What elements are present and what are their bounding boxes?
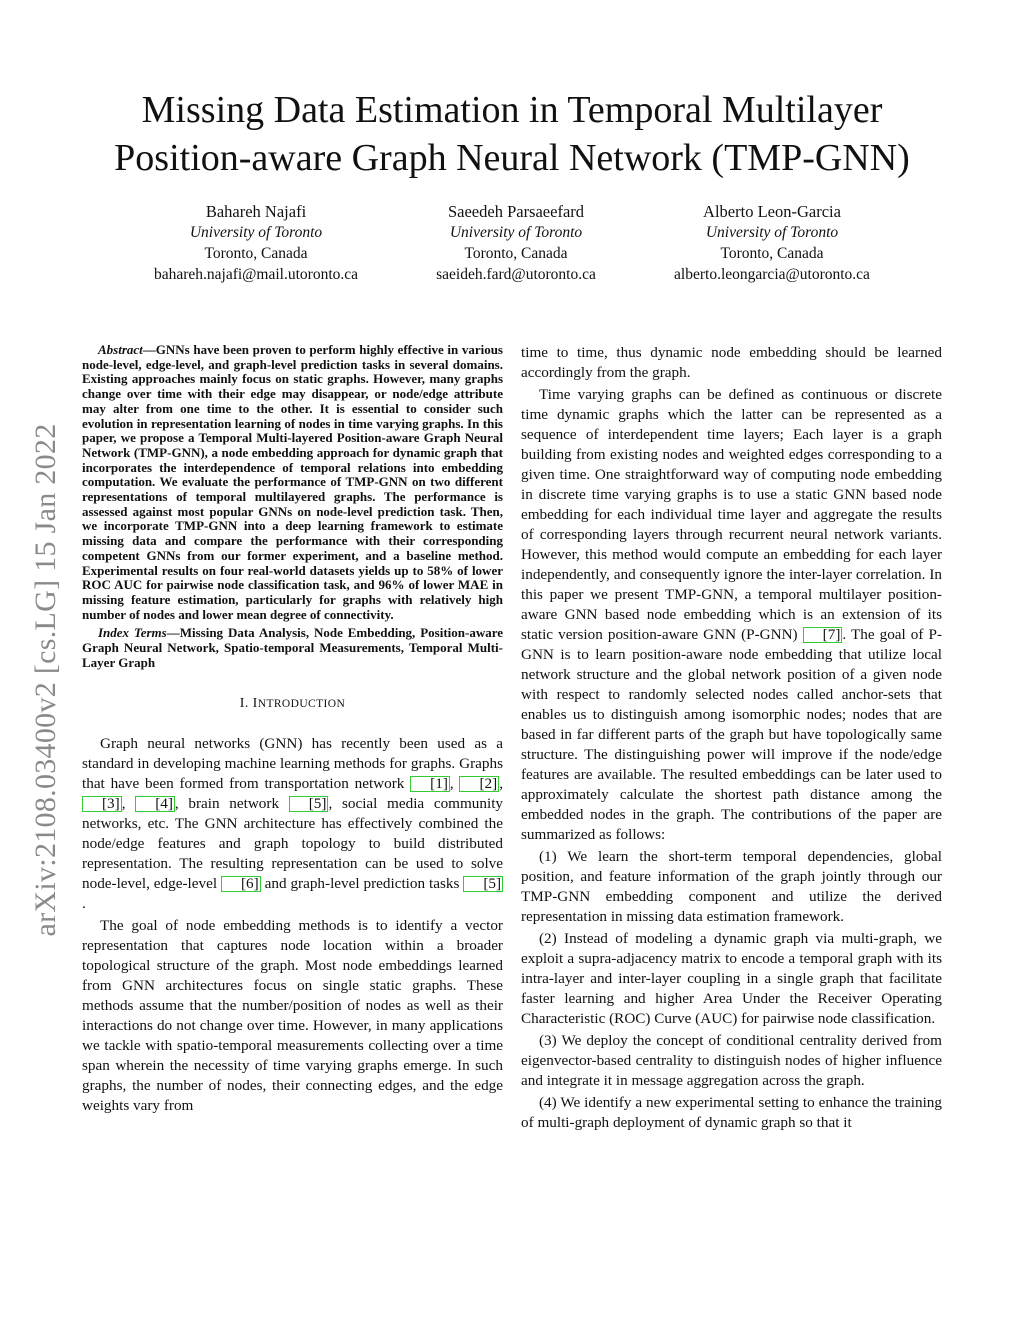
contribution-2: (2) Instead of modeling a dynamic graph via multi-graph, we exploit a supra-adjacency matrix to encode a temporal graph with its intra-layer and inter-layer coupling in a single graph that facilitate faster learning and higher Area Under the Receiver Operating Characteristic (ROC) Curve (AUC) for pairwise node classification. <box>521 930 942 1027</box>
paper-title <box>40 86 984 182</box>
contribution-3: (3) We deploy the concept of conditional centrality derived from eigenvector-based centrality to distinguish nodes of higher influence and integrate it in message aggregation across the graph. <box>521 1032 942 1089</box>
abstract-label: Abstract <box>98 342 143 357</box>
author-affiliation: University of Toronto <box>705 224 839 241</box>
abstract <box>82 343 503 622</box>
citation-link[interactable]: [3] <box>82 796 122 812</box>
author-name: Bahareh Najafi <box>205 202 307 221</box>
citation-link[interactable]: [5] <box>289 796 329 812</box>
intro-paragraph-2: The goal of node embedding methods is to identify a vector representation that captures node location within a broader topological structure of the graph. Most node embeddings learned from GNN architectures focus on single static graphs. These methods assume that the number/position of nodes as well as their interactions do not change over time. However, in many applications we tackle with spatio-temporal measurements collecting over a time span wherein the necessity of time varying graphs emerge. In such graphs, the number of nodes, their connecting edges, and the edge weights vary from <box>82 917 503 1115</box>
citation-link[interactable]: [4] <box>135 796 175 812</box>
index-terms <box>82 626 503 670</box>
text-run: . <box>82 895 86 913</box>
section-title-rest: NTRODUCTION <box>257 698 346 711</box>
author-location: Toronto, Canada <box>720 245 824 262</box>
text-run: and graph-level prediction tasks <box>264 875 460 893</box>
author-email: alberto.leongarcia@utoronto.ca <box>674 266 870 283</box>
author-block <box>0 201 1024 291</box>
index-terms-text: —Missing Data Analysis, Node Embedding, Position-aware Graph Neural Network, Spatio-temporal Measurements, Temporal Multi-Layer Graph <box>82 625 504 670</box>
author-affiliation: University of Toronto <box>449 224 583 241</box>
right-column <box>521 343 942 1135</box>
contribution-4: (4) We identify a new experimental setting to enhance the training of multi-graph deployment of dynamic graph so that it <box>521 1094 942 1131</box>
author-email: bahareh.najafi@mail.utoronto.ca <box>153 266 359 283</box>
right-paragraph-1: time to time, thus dynamic node embedding should be learned accordingly from the graph. <box>521 344 942 381</box>
abstract-text: —GNNs have been proven to perform highly effective in various node-level, edge-level, and graph-level prediction tasks in several domains. Existing approaches mainly focus on static graphs. However, many graphs change over time with their edge may disappear, or node/edge attribute may alter from one time to the other. It is essential to consider such evolution in representation learning of nodes in time varying graphs. In this paper, we propose a Temporal Multi-layered Position-aware Graph Neural Network (TMP-GNN), a node embedding approach for dynamic graph that incorporates the interdependence of temporal relations into embedding computation. We evaluate the performance of TMP-GNN on two different representations of temporal multilayered graphs. The performance is assessed against most popular GNNs on node-level prediction task. Then, we incorporate TMP-GNN into a deep learning framework to estimate missing data and compare the performance with their corresponding competent GNNs from our former experiment, and a baseline method. Experimental results on four real-world datasets yields up to 58% of lower ROC AUC for pairwise node classification task, and 96% of lower MAE in missing feature estimation, particularly for graphs with relatively high number of nodes and lower mean degree of connectivity. <box>82 342 503 622</box>
author-name: Alberto Leon-Garcia <box>703 202 841 221</box>
author-email: saeideh.fard@utoronto.ca <box>436 266 596 283</box>
contribution-1: (1) We learn the short-term temporal dependencies, global position, and feature information of the graph jointly through our TMP-GNN embedding component and utilize the derived representation in missing data estimation framework. <box>521 848 942 925</box>
author-3 <box>642 201 902 285</box>
citation-link[interactable]: [7] <box>803 627 843 643</box>
author-1 <box>126 201 386 285</box>
text-run: , social media community networks, etc. The GNN architecture has effectively combined the node/edge features and graph topology to build distributed representation. The resulting representation can be used to solve node-level, edge-level <box>82 795 504 893</box>
text-run: Time varying graphs can be defined as continuous or discrete time dynamic graphs which the latter can be represented as a sequence of interdependent time layers; Each layer is a graph building from existing nodes and weighted edges corresponding to a given time. One straightforward way of computing node embedding in discrete time varying graphs is to use a static GNN based node embedding for each individual time layer and aggregate the results of corresponding layers through recurrent neural network variants. However, this method would compute an embedding for each layer independently, and consequently ignore the inter-layer correlation. In this paper we present TMP-GNN, a temporal multilayer position-aware GNN based node embedding which is an extension of its static version position-aware GNN (P-GNN) <box>521 386 942 643</box>
citation-link[interactable]: [1] <box>410 776 450 792</box>
citation-link[interactable]: [2] <box>459 776 499 792</box>
author-location: Toronto, Canada <box>204 245 308 262</box>
author-affiliation: University of Toronto <box>189 224 323 241</box>
citation-link[interactable]: [5] <box>463 876 503 892</box>
section-first-letter: I <box>252 696 258 712</box>
section-numeral: I. <box>239 696 249 712</box>
title-line-2: Position-aware Graph Neural Network (TMP-GNN) <box>114 137 910 179</box>
section-heading-introduction <box>82 696 503 712</box>
citation-link[interactable]: [6] <box>221 876 261 892</box>
right-paragraph-2 <box>521 385 942 845</box>
author-location: Toronto, Canada <box>464 245 568 262</box>
author-2 <box>386 201 646 285</box>
left-column <box>82 343 503 1118</box>
arxiv-identifier: arXiv:2108.03400v2 [cs.LG] 15 Jan 2022 <box>29 423 62 937</box>
text-run: , brain network <box>174 795 280 813</box>
intro-paragraph-1: Graph neural networks (GNN) has recently been used as a standard in developing machine learning methods for graphs. Graphs that have been formed from transportation network [1] , [2] , [3] , [4] , brain network [5] , social media community networks, etc. The GNN architecture has effectively combined the node/edge features and graph topology to build distributed representation. The resulting representation can be used to solve node-level, edge-level [6] and graph-level prediction tasks [5]. <box>82 735 504 913</box>
index-terms-label: Index Terms <box>98 625 167 641</box>
author-name: Saeedeh Parsaeefard <box>447 202 585 221</box>
title-line-1: Missing Data Estimation in Temporal Multilayer <box>141 89 883 131</box>
text-run: Graph neural networks (GNN) has recently been used as a standard in developing machine learning methods for graphs. Graphs that have been formed from transportation network <box>82 735 503 793</box>
text-run: . The goal of P-GNN is to learn position-aware node embedding that utilize local network structure and the global network position of a given node with respect to randomly selected nodes called anchor-sets that enables us to distinguish among isomorphic nodes; nodes that are based in far different parts of the graph but have topologically same structure. The distinguishing power will improve if the node/edge features are available. The resulted embeddings can be later used to approximately calculate the shortest path distance among the embedded nodes in the graph. The contributions of the paper are summarized as follows: <box>521 626 943 843</box>
